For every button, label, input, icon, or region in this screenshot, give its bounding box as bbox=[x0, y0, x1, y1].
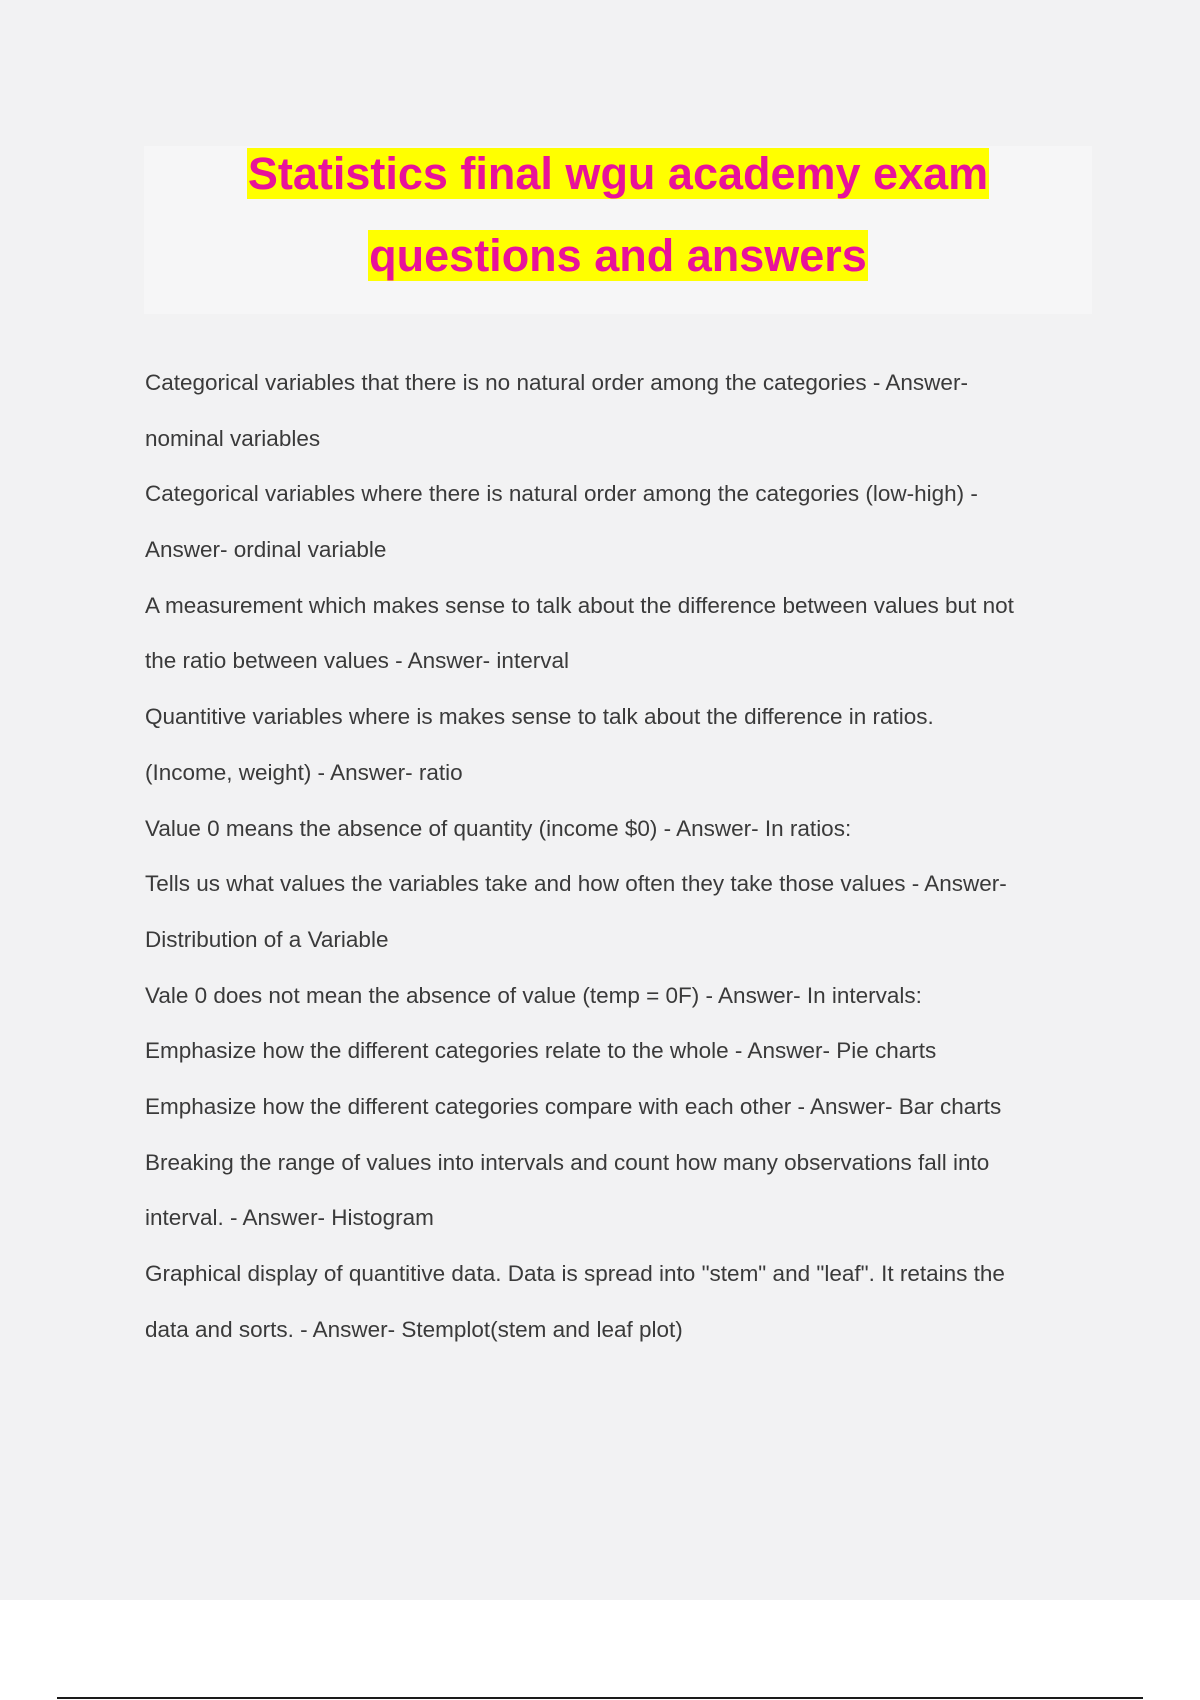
text-line: Vale 0 does not mean the absence of value (temp = 0F) - Answer- In intervals: bbox=[145, 982, 922, 1008]
title-line-2 bbox=[144, 230, 1092, 282]
text-line: Tells us what values the variables take and how often they take those values - Answer- bbox=[145, 871, 1007, 897]
text-line: Categorical variables that there is no natural order among the categories - Answer- bbox=[145, 370, 968, 395]
title-highlight-1: Statistics final wgu academy exam bbox=[247, 148, 989, 199]
text-line: (Income, weight) - Answer- ratio bbox=[145, 759, 463, 785]
text-line: Answer- ordinal variable bbox=[145, 537, 387, 563]
document-body bbox=[145, 355, 1095, 1357]
text-line: nominal variables bbox=[145, 425, 321, 451]
text-line: data and sorts. - Answer- Stemplot(stem and leaf plot) bbox=[145, 1316, 683, 1342]
text-line: the ratio between values - Answer- interval bbox=[145, 648, 569, 674]
text-line: Distribution of a Variable bbox=[145, 926, 389, 952]
text-line: Emphasize how the different categories compare with each other - Answer- Bar charts bbox=[145, 1093, 1002, 1119]
text-line: Breaking the range of values into intervals and count how many observations fall into bbox=[145, 1149, 990, 1175]
text-line: Value 0 means the absence of quantity (income $0) - Answer- In ratios: bbox=[145, 815, 852, 841]
text-line: Graphical display of quantitive data. Data is spread into "stem" and "leaf". It retains the bbox=[145, 1261, 1005, 1286]
text-line: interval. - Answer- Histogram bbox=[145, 1205, 434, 1231]
text-line: Categorical variables where there is natural order among the categories (low-high) - bbox=[145, 481, 978, 507]
title-line-1 bbox=[144, 148, 1092, 200]
title-highlight-2: questions and answers bbox=[369, 230, 867, 281]
text-line: A measurement which makes sense to talk about the difference between values but not bbox=[145, 592, 1014, 618]
page-divider bbox=[57, 1697, 1143, 1699]
text-line: Quantitive variables where is makes sense to talk about the difference in ratios. bbox=[145, 704, 934, 730]
text-line: Emphasize how the different categories relate to the whole - Answer- Pie charts bbox=[145, 1038, 937, 1064]
